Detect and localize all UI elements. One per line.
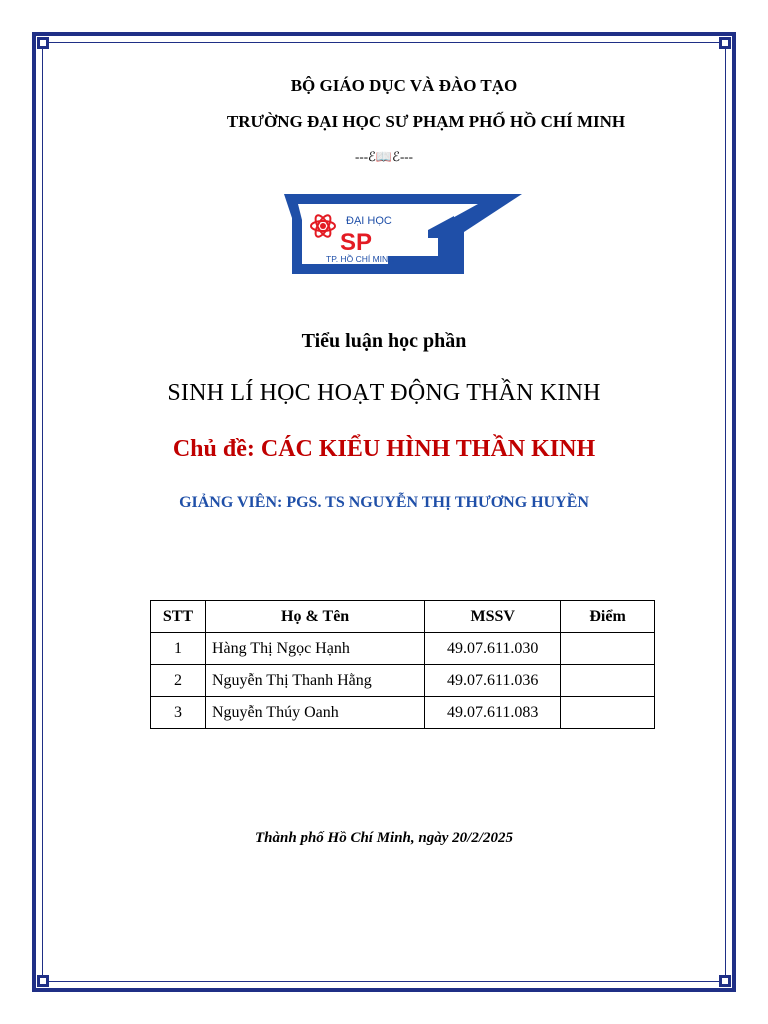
border-corner-top-left [37,37,49,49]
cell-mssv: 49.07.611.030 [425,633,561,665]
university-logo [278,190,528,280]
table-row [151,665,655,697]
cell-name: Hàng Thị Ngọc Hạnh [205,633,424,665]
cell-mssv: 49.07.611.083 [425,697,561,729]
cell-score [561,665,655,697]
table-header-row [151,601,655,633]
column-header-name: Họ & Tên [205,601,424,633]
cell-score [561,697,655,729]
cell-stt: 2 [151,665,206,697]
flourish-icon: ℰ [368,149,376,164]
cell-stt: 1 [151,633,206,665]
cell-stt: 3 [151,697,206,729]
table-row [151,633,655,665]
course-title: SINH LÍ HỌC HOẠT ĐỘNG THẦN KINH [167,380,601,406]
border-corner-bottom-left [37,975,49,987]
ministry-name: BỘ GIÁO DỤC VÀ ĐÀO TẠO [290,76,518,95]
ornament-left: --- [355,149,369,164]
logo-text-line1: ĐẠI HỌC [346,215,392,227]
column-header-stt: STT [151,601,206,633]
student-table [150,600,655,729]
table-row [151,697,655,729]
logo-text-line3: TP. HỒ CHÍ MINH [326,254,395,264]
column-header-mssv: MSSV [425,601,561,633]
lecturer-name: GIẢNG VIÊN: PGS. TS NGUYỄN THỊ THƯƠNG HUYỀN [179,494,589,511]
cell-name: Nguyễn Thị Thanh Hằng [205,665,424,697]
border-corner-bottom-right [719,975,731,987]
course-label: Tiểu luận học phần [301,330,467,352]
essay-topic: Chủ đề: CÁC KIỂU HÌNH THẦN KINH [172,436,596,462]
ornament-right: --- [399,149,413,164]
border-corner-top-right [719,37,731,49]
flourish-icon: ℰ [392,149,400,164]
university-name: TRƯỜNG ĐẠI HỌC SƯ PHẠM PHỐ HỒ CHÍ MINH [226,112,626,131]
book-icon: 📖 [375,149,393,164]
place-and-date: Thành phố Hồ Chí Minh, ngày 20/2/2025 [255,830,513,846]
column-header-score: Điểm [561,601,655,633]
cell-name: Nguyễn Thúy Oanh [205,697,424,729]
cell-score [561,633,655,665]
cell-mssv: 49.07.611.036 [425,665,561,697]
logo-text-line2: SP [340,229,373,256]
ornament-divider [0,149,768,165]
